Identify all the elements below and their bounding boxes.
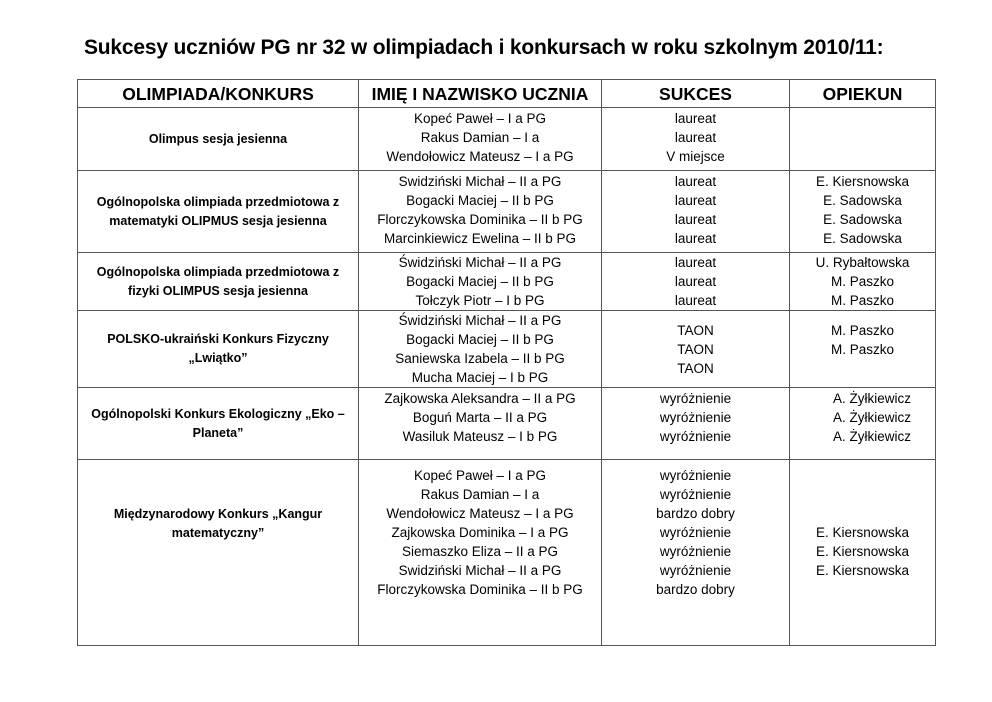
competition-line: matematyczny” — [171, 526, 265, 540]
table-row — [78, 388, 936, 460]
competition-line: Ogólnopolska olimpiada przedmiotowa z — [96, 195, 340, 209]
student-line: Zajkowska Aleksandra – II a PG — [384, 391, 576, 406]
header-result: SUKCES — [602, 80, 790, 108]
student-line: Bogacki Maciej – II b PG — [406, 332, 554, 347]
students-cell — [359, 253, 602, 311]
page-title: Sukcesy uczniów PG nr 32 w olimpiadach i konkursach w roku szkolnym 2010/11: — [84, 36, 884, 59]
results-cell — [602, 388, 790, 460]
result-line: V miejsce — [666, 149, 725, 164]
tutor-line: A. Żyłkiewicz — [833, 391, 912, 406]
student-line: Mucha Maciej – I b PG — [411, 370, 549, 385]
student-line: Boguń Marta – II a PG — [412, 410, 548, 425]
competition-cell — [78, 388, 359, 460]
result-line: bardzo dobry — [656, 582, 735, 597]
students-cell — [359, 388, 602, 460]
result-line: wyróżnienie — [659, 468, 732, 483]
students-cell — [359, 171, 602, 253]
results-table — [77, 79, 936, 646]
table-row — [78, 311, 936, 388]
result-line: laureat — [674, 174, 717, 189]
result-line: TAON — [677, 341, 714, 357]
student-line: Bogacki Maciej – II b PG — [406, 274, 554, 289]
result-line: wyróżnienie — [659, 410, 732, 425]
result-line: wyróżnienie — [659, 487, 732, 502]
student-line: Świdziński Michał – II a PG — [398, 313, 562, 328]
result-line: laureat — [674, 212, 717, 227]
result-line: laureat — [674, 111, 717, 126]
header-row — [78, 80, 936, 108]
results-cell — [602, 460, 790, 646]
competition-cell — [78, 171, 359, 253]
student-line: Tołczyk Piotr – I b PG — [415, 293, 545, 308]
student-line: Swidziński Michał – II a PG — [398, 174, 562, 189]
result-line: bardzo dobry — [656, 506, 735, 521]
competition-cell — [78, 460, 359, 646]
header-competition: OLIMPIADA/KONKURS — [78, 80, 359, 108]
results-cell — [602, 108, 790, 171]
student-line: Kopeć Paweł – I a PG — [413, 111, 547, 126]
competition-cell — [78, 253, 359, 311]
results-cell — [602, 253, 790, 311]
tutor-line: E. Kiersnowska — [815, 525, 910, 540]
table-row — [78, 460, 936, 646]
tutor-line: M. Paszko — [830, 274, 895, 289]
tutor-line: E. Kiersnowska — [815, 174, 910, 189]
tutor-line: M. Paszko — [830, 341, 895, 357]
tutors-cell — [790, 460, 936, 646]
tutor-line: A. Żyłkiewicz — [833, 410, 912, 425]
tutor-line: A. Żyłkiewicz — [833, 429, 912, 444]
students-cell — [359, 460, 602, 646]
results-cell — [602, 171, 790, 253]
competition-line: „Lwiątko” — [188, 351, 248, 365]
header-tutor: OPIEKUN — [790, 80, 936, 108]
competition-line: Ogólnopolska olimpiada przedmiotowa z — [96, 264, 340, 279]
header-student: IMIĘ I NAZWISKO UCZNIA — [359, 80, 602, 108]
student-line: Marcinkiewicz Ewelina – II b PG — [383, 231, 577, 246]
competition-cell — [78, 108, 359, 171]
tutor-line: E. Kiersnowska — [815, 544, 910, 559]
tutor-line: M. Paszko — [830, 293, 895, 308]
result-line: laureat — [674, 255, 717, 270]
student-line: Florczykowska Dominika – II b PG — [377, 212, 583, 227]
student-line: Wasiluk Mateusz – I b PG — [402, 429, 558, 444]
table-row — [78, 253, 936, 311]
student-line: Rakus Damian – I a — [420, 130, 540, 145]
result-line: laureat — [674, 193, 717, 208]
student-line: Siemaszko Eliza – II a PG — [401, 544, 559, 559]
table-row — [78, 108, 936, 171]
student-line: Wendołowicz Mateusz – I a PG — [386, 506, 574, 521]
result-line: TAON — [677, 322, 714, 338]
tutor-line: E. Kiersnowska — [815, 563, 910, 578]
student-line: Rakus Damian – I a — [420, 487, 540, 502]
competition-line: matematyki OLIPMUS sesja jesienna — [109, 214, 327, 228]
result-line: wyróżnienie — [659, 544, 732, 559]
results-cell — [602, 311, 790, 388]
student-line: Wendołowicz Mateusz – I a PG — [386, 149, 574, 164]
competition-line: fizyki OLIMPUS sesja jesienna — [128, 283, 308, 298]
result-line: wyróżnienie — [659, 429, 732, 444]
student-line: Saniewska Izabela – II b PG — [395, 351, 565, 366]
competition-line: Olimpus sesja jesienna — [148, 132, 288, 146]
student-line: Kopeć Paweł – I a PG — [413, 468, 547, 483]
tutor-line: U. Rybałtowska — [815, 255, 910, 270]
tutors-cell — [790, 171, 936, 253]
student-line: Świdziński Michał – II a PG — [398, 255, 562, 270]
result-line: TAON — [677, 360, 714, 376]
student-line: Bogacki Maciej – II b PG — [406, 193, 554, 208]
competition-cell — [78, 311, 359, 388]
student-line: Swidziński Michał – II a PG — [398, 563, 562, 578]
tutor-line: E. Sadowska — [823, 193, 902, 208]
table-row — [78, 171, 936, 253]
competition-line: Międzynarodowy Konkurs „Kangur — [113, 507, 323, 521]
result-line: laureat — [674, 293, 717, 308]
tutors-cell — [790, 388, 936, 460]
competition-line: Planeta” — [192, 426, 244, 440]
student-line: Florczykowska Dominika – II b PG — [377, 582, 583, 597]
students-cell — [359, 108, 602, 171]
tutors-cell — [790, 253, 936, 311]
student-line: Zajkowska Dominika – I a PG — [391, 525, 569, 540]
result-line: wyróżnienie — [659, 391, 732, 406]
result-line: laureat — [674, 274, 717, 289]
students-cell — [359, 311, 602, 388]
result-line: wyróżnienie — [659, 525, 732, 540]
tutor-line: E. Sadowska — [823, 231, 902, 246]
result-line: laureat — [674, 231, 717, 246]
result-line: laureat — [674, 130, 717, 145]
tutor-line: E. Sadowska — [823, 212, 902, 227]
tutor-line: M. Paszko — [830, 322, 895, 338]
tutors-cell — [790, 311, 936, 388]
tutors-cell — [790, 108, 936, 171]
result-line: wyróżnienie — [659, 563, 732, 578]
competition-line: POLSKO-ukraiński Konkurs Fizyczny — [107, 332, 329, 346]
competition-line: Ogólnopolski Konkurs Ekologiczny „Eko – — [91, 407, 345, 421]
